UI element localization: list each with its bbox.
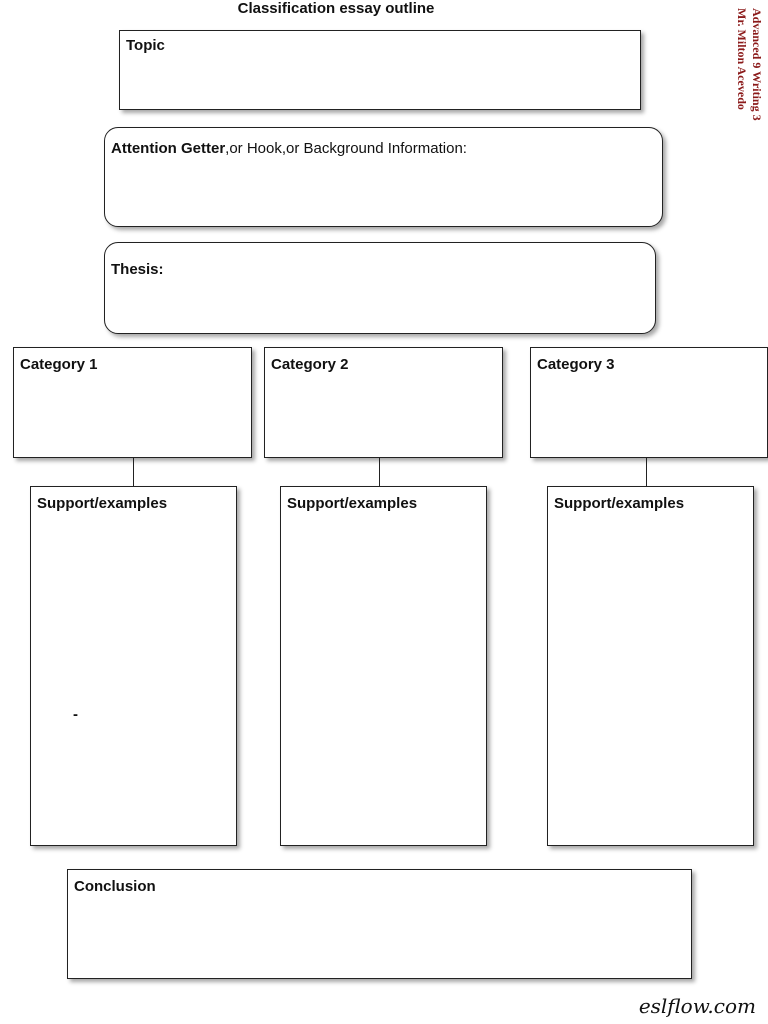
topic-label: Topic [126,37,165,54]
category-1-label: Category 1 [20,356,98,373]
side-note-course: Advanced 9 Writing 3 [750,8,764,121]
conclusion-label: Conclusion [74,878,156,895]
connector-line-2 [379,458,380,487]
support-2-box[interactable] [280,486,487,846]
category-3-box[interactable] [530,347,768,458]
support-3-label: Support/examples [554,495,685,512]
category-2-box[interactable] [264,347,503,458]
connector-line-1 [133,458,134,487]
topic-box[interactable] [119,30,641,110]
side-note [724,8,764,148]
attention-getter-label: Attention Getter,or Hook,or Background Information: [111,140,467,157]
category-3-label: Category 3 [537,356,615,373]
support-1-label: Support/examples [37,495,168,512]
support-2-label: Support/examples [287,495,418,512]
stray-dash-mark: - [73,706,78,723]
side-note-teacher: Mr. Milton Acevedo [735,8,749,110]
connector-line-3 [646,458,647,487]
category-1-box[interactable] [13,347,252,458]
support-1-box[interactable] [30,486,237,846]
footer-brand: eslflow.com [638,994,756,1018]
conclusion-box[interactable] [67,869,692,979]
thesis-box[interactable] [104,242,656,334]
attention-getter-box[interactable] [104,127,663,227]
category-2-label: Category 2 [271,356,349,373]
support-3-box[interactable] [547,486,754,846]
page-title: Classification essay outline [237,0,435,17]
thesis-label: Thesis: [111,261,164,278]
